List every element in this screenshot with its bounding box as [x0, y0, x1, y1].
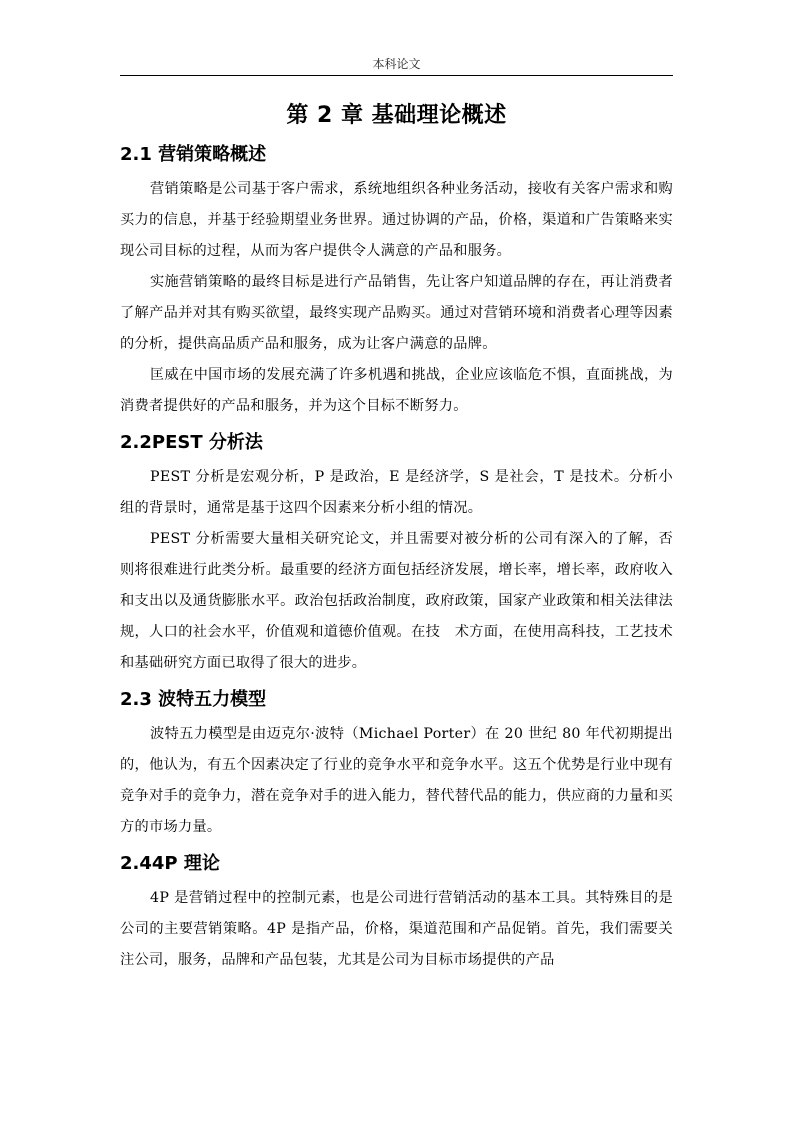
- paragraph: 波特五力模型是由迈克尔·波特（Michael Porter）在 20 世纪 80 年代初期提出的，他认为，有五个因素决定了行业的竞争水平和竞争水平。这五个优势是行业中现有竞争对手的竞争力，潜在竞争对手的进入能力，替代替代品的能力，供应商的力量和买方的市场力量。: [120, 726, 673, 835]
- paragraph: PEST 分析需要大量相关研究论文，并且需要对被分析的公司有深入的了解，否则将很难进行此类分析。最重要的经济方面包括经济发展，增长率，增长率，政府收入和支出以及通货膨胀水平。政治包括政治制度，政府政策，国家产业政策和相关法律法规，人口的社会水平，价值观和道德价值观。在技 术方面，在使用高科技，工艺技术和基础研究方面已取得了很大的进步。: [120, 531, 673, 671]
- section-heading: 2.1 营销策略概述: [120, 144, 267, 165]
- section-heading: 2.2PEST 分析法: [120, 432, 263, 453]
- page-header: 本科论文: [372, 57, 421, 71]
- paragraph: 匡威在中国市场的发展充满了许多机遇和挑战，企业应该临危不惧，直面挑战，为消费者提供好的产品和服务，并为这个目标不断努力。: [120, 367, 673, 414]
- section-marketing-strategy: [120, 140, 673, 422]
- paragraph: PEST 分析是宏观分析，P 是政治，E 是经济学，S 是社会，T 是技术。分析小组的背景时，通常是基于这四个因素来分析小组的情况。: [120, 469, 673, 516]
- section-4p-theory: [120, 849, 673, 976]
- section-pest-analysis: [120, 428, 673, 679]
- paragraph: 4P 是营销过程中的控制元素，也是公司进行营销活动的基本工具。其特殊目的是公司的主要营销策略。4P 是指产品，价格，渠道范围和产品促销。首先，我们需要关注公司，服务，品牌和产品包装，尤其是公司为目标市场提供的产品: [120, 890, 673, 968]
- section-porter-five-forces: [120, 685, 673, 843]
- paragraph: 实施营销策略的最终目标是进行产品销售，先让客户知道品牌的存在，再让消费者了解产品并对其有购买欲望，最终实现产品购买。通过对营销环境和消费者心理等因素的分析，提供高品质产品和服务，成为让客户满意的品牌。: [120, 274, 673, 352]
- paragraph: 营销策略是公司基于客户需求，系统地组织各种业务活动，接收有关客户需求和购买力的信息，并基于经验期望业务世界。通过协调的产品，价格，渠道和广告策略来实现公司目标的过程，从而为客户提供令人满意的产品和服务。: [120, 181, 673, 259]
- page-body: [120, 100, 673, 976]
- section-heading: 2.3 波特五力模型: [120, 689, 267, 710]
- section-heading: 2.44P 理论: [120, 853, 220, 874]
- chapter-title: 第 2 章 基础理论概述: [286, 103, 507, 128]
- header-divider: [120, 75, 673, 76]
